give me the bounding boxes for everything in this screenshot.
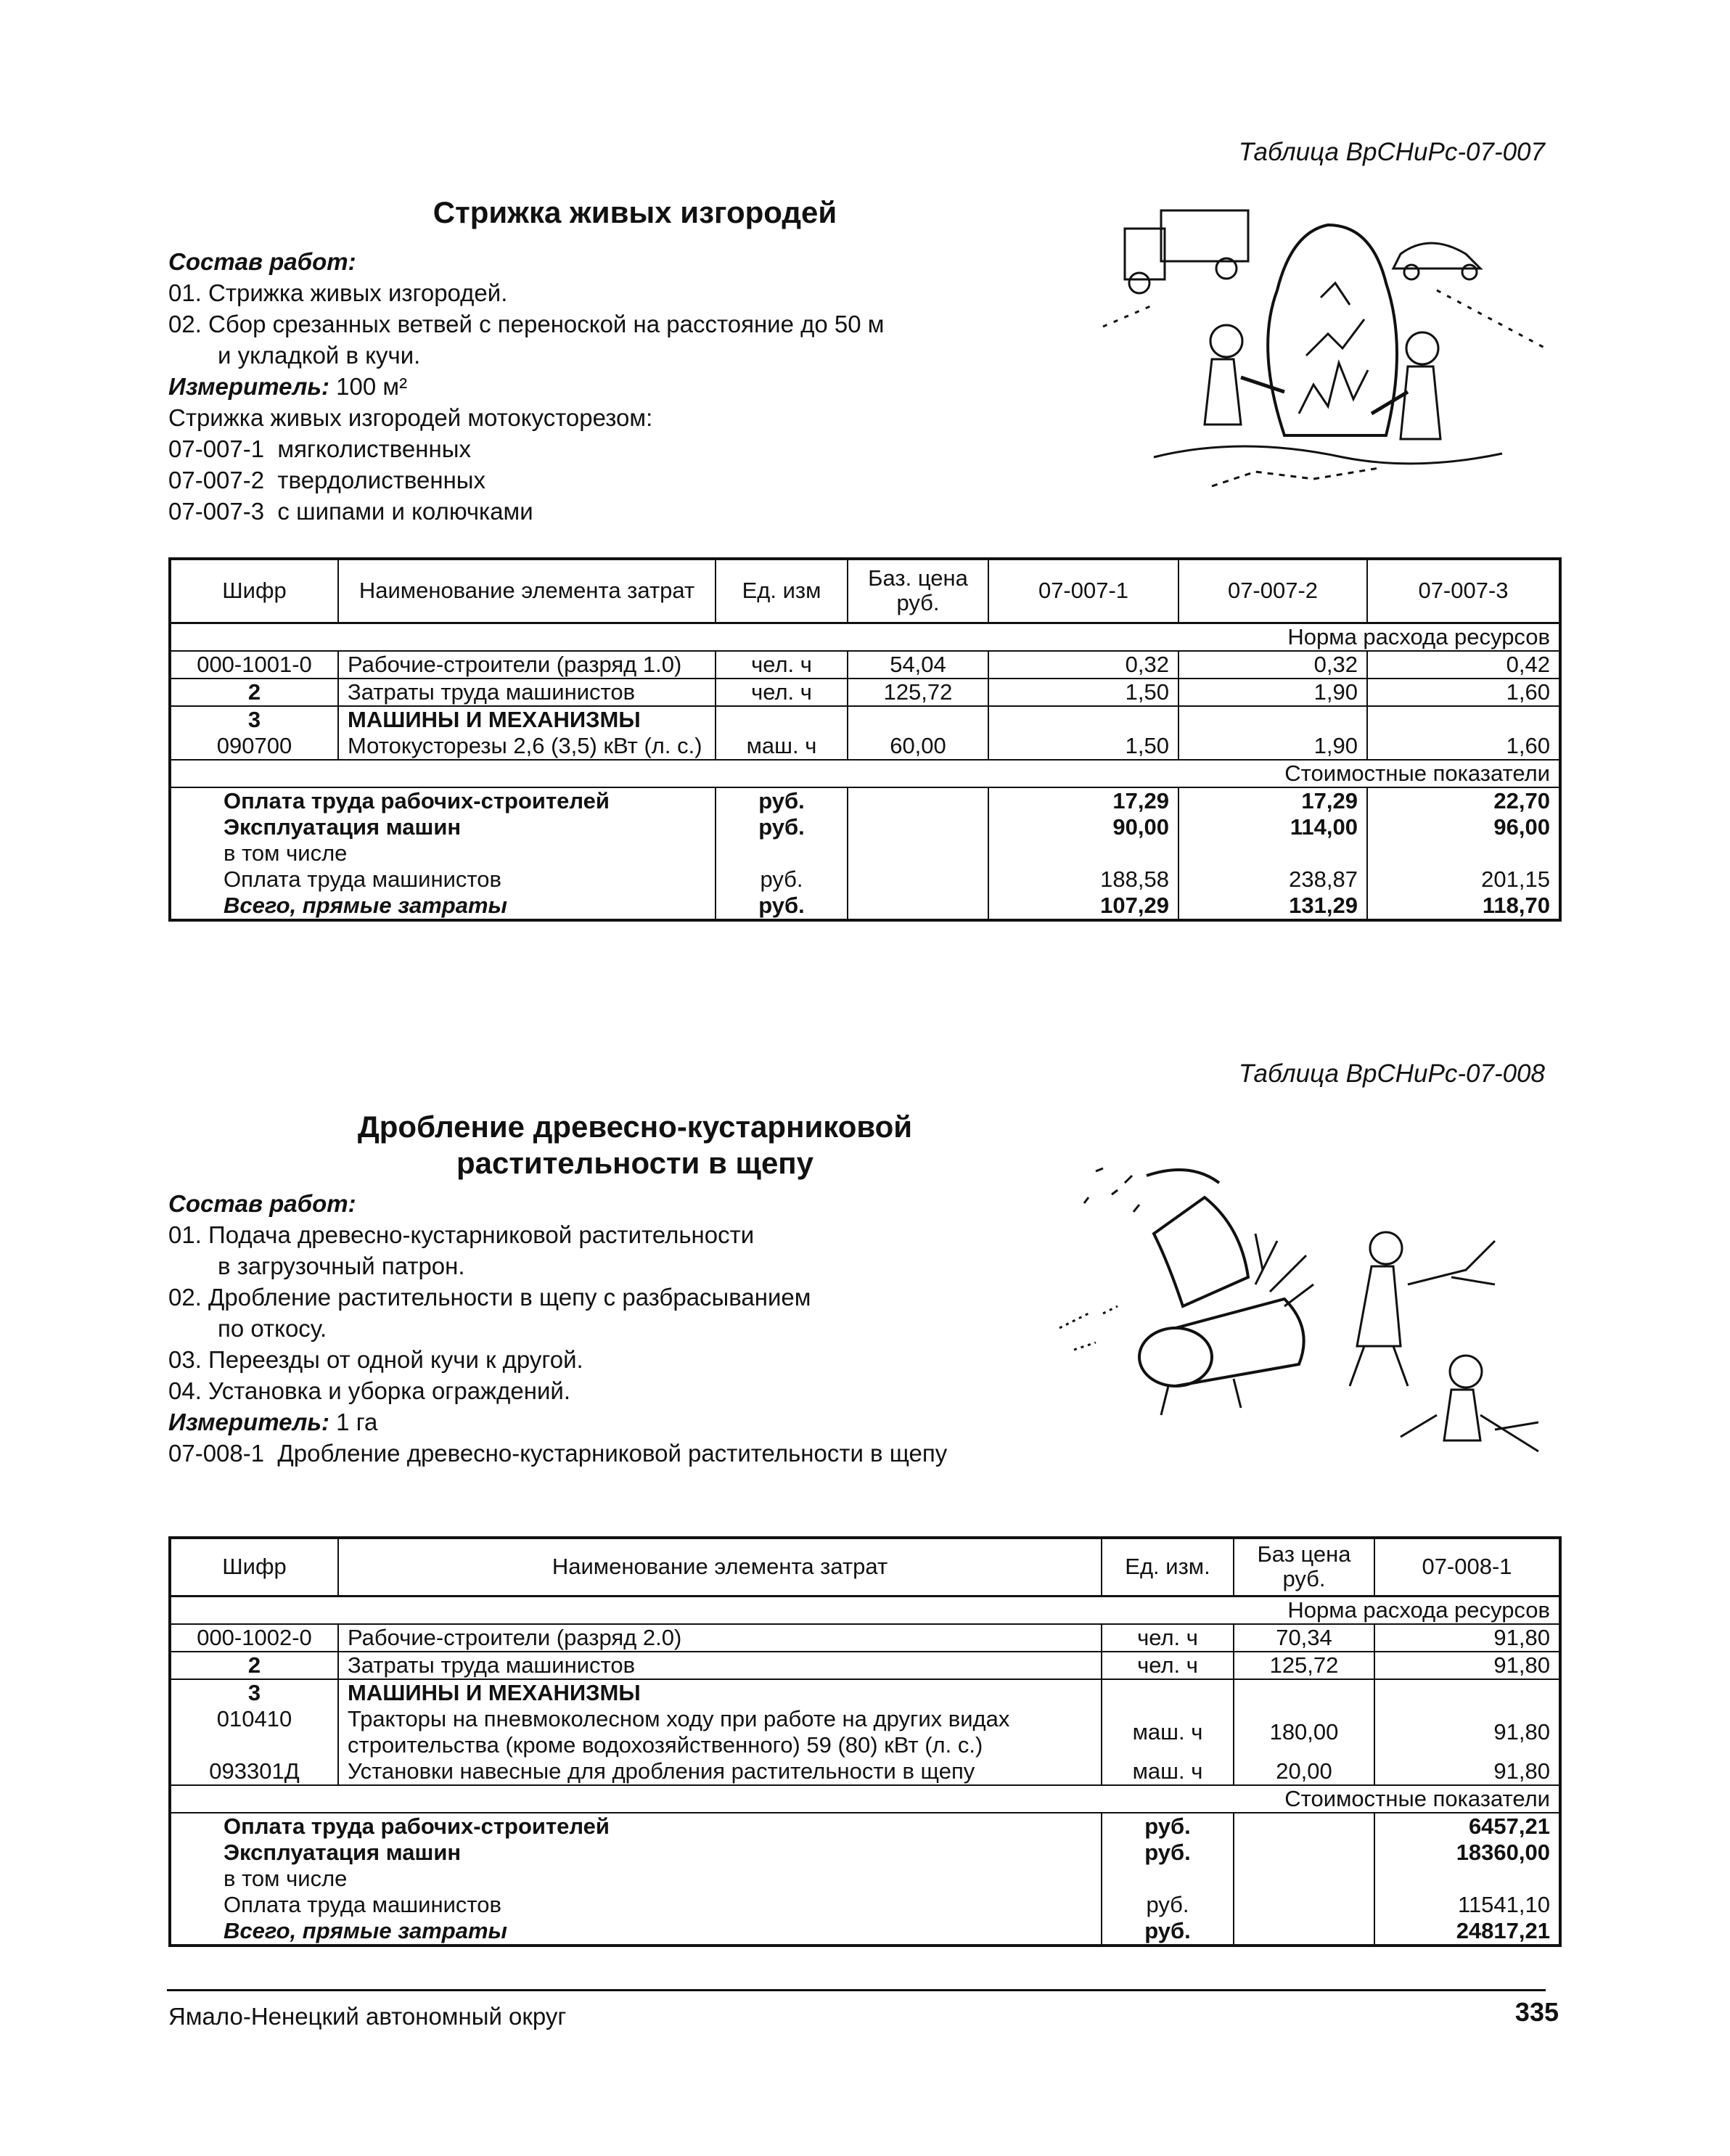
table-row <box>170 706 1560 733</box>
cost-value: 238,87 <box>1178 866 1367 893</box>
cost-name: Оплата труда машинистов <box>170 866 716 893</box>
resource-table-07-008 <box>168 1536 1562 1947</box>
cost-name: Оплата труда рабочих-строителей <box>170 787 716 814</box>
cell-name: Рабочие-строители (разряд 2.0) <box>338 1624 1102 1652</box>
cost-unit: руб. <box>716 814 848 840</box>
table-row <box>170 651 1560 679</box>
meter-label: Измеритель: <box>168 373 329 400</box>
truck-body <box>1161 210 1248 261</box>
cell-unit: маш. ч <box>1102 1706 1234 1758</box>
cell-unit: чел. ч <box>1102 1624 1234 1652</box>
cost-value: 96,00 <box>1367 814 1560 840</box>
cell-name: Мотокусторезы 2,6 (3,5) кВт (л. с.) <box>338 733 716 760</box>
cost-name: Эксплуатация машин <box>170 1840 1102 1866</box>
cost-name: Всего, прямые затраты <box>170 893 716 920</box>
cell-code: 3 <box>170 706 338 733</box>
cell-name: Затраты труда машинистов <box>338 679 716 706</box>
cell-value: 91,80 <box>1374 1652 1560 1679</box>
header-name: Наименование элемента затрат <box>338 559 716 623</box>
cell-value: 1,90 <box>1178 733 1367 760</box>
intro-line: Стрижка живых изгородей мотокусторезом: <box>168 404 653 431</box>
cell-name: Тракторы на пневмоколесном ходу при работе на других видах строительства (кроме водохозяйственного) 59 (80) кВт (л. с.) <box>338 1706 1102 1758</box>
cell-name: Рабочие-строители (разряд 1.0) <box>338 651 716 679</box>
cell-price: 54,04 <box>848 651 988 679</box>
cell-code: 090700 <box>170 733 338 760</box>
cell-value: 0,32 <box>1178 651 1367 679</box>
cost-name: Эксплуатация машин <box>170 814 716 840</box>
cost-unit: руб. <box>1102 1918 1234 1946</box>
meter-line <box>168 371 1039 402</box>
step-item: 01. Подача древесно-кустарниковой растительности <box>168 1221 755 1248</box>
cost-value: 90,00 <box>988 814 1178 840</box>
cost-unit: руб. <box>1102 1840 1234 1866</box>
cost-name: Оплата труда рабочих-строителей <box>170 1813 1102 1840</box>
step-item: 01. Стрижка живых изгородей. <box>168 279 508 306</box>
work-composition <box>168 246 1039 527</box>
cost-value: 22,70 <box>1367 787 1560 814</box>
cell-unit: чел. ч <box>716 651 848 679</box>
meter-value: 1 га <box>336 1409 378 1435</box>
header-name: Наименование элемента затрат <box>338 1538 1102 1596</box>
cell-name: МАШИНЫ И МЕХАНИЗМЫ <box>338 706 716 733</box>
cell-value: 91,80 <box>1374 1706 1560 1758</box>
cell-code: 2 <box>170 1652 338 1679</box>
cost-unit: руб. <box>716 866 848 893</box>
header-unit: Ед. изм <box>716 559 848 623</box>
cost-row <box>170 866 1560 893</box>
cost-section-label: Стоимостные показатели <box>170 760 1560 787</box>
resource-table-07-007 <box>168 557 1562 922</box>
cell-code: 3 <box>170 1679 338 1706</box>
cell-unit: чел. ч <box>1102 1652 1234 1679</box>
cost-unit: руб. <box>716 893 848 920</box>
cell-price: 60,00 <box>848 733 988 760</box>
cell-value: 1,50 <box>988 733 1178 760</box>
code-item: 07-008-1 Дробление древесно-кустарниковой растительности в щепу <box>168 1440 948 1467</box>
cost-name: в том числе <box>170 840 716 866</box>
cell-value: 1,60 <box>1367 679 1560 706</box>
header-col-1: 07-008-1 <box>1374 1538 1560 1596</box>
header-price: Баз. цена руб. <box>848 559 988 623</box>
cell-value: 1,90 <box>1178 679 1367 706</box>
cell-unit: маш. ч <box>1102 1758 1234 1785</box>
cost-row <box>170 1918 1560 1946</box>
cell-name: Затраты труда машинистов <box>338 1652 1102 1679</box>
cost-value: 118,70 <box>1367 893 1560 920</box>
cost-row <box>170 1892 1560 1918</box>
cost-value: 17,29 <box>988 787 1178 814</box>
table-row <box>170 1624 1560 1652</box>
step-item: 04. Установка и уборка ограждений. <box>168 1377 570 1404</box>
cell-code: 000-1002-0 <box>170 1624 338 1652</box>
cell-name: Установки навесные для дробления растительности в щепу <box>338 1758 1102 1785</box>
step-item: по откосу. <box>218 1315 327 1342</box>
header-code: Шифр <box>170 1538 338 1596</box>
cell-name: МАШИНЫ И МЕХАНИЗМЫ <box>338 1679 1102 1706</box>
cost-row <box>170 1813 1560 1840</box>
cost-unit: руб. <box>1102 1892 1234 1918</box>
footer-divider <box>167 1989 1546 1991</box>
cell-price: 125,72 <box>1234 1652 1374 1679</box>
truck-cab <box>1125 229 1165 279</box>
cost-section-label: Стоимостные показатели <box>170 1785 1560 1813</box>
cell-code: 010410 <box>170 1706 338 1758</box>
section-title <box>167 1109 1103 1182</box>
table-reference: Таблица ВрСНиРс-07-008 <box>1238 1059 1545 1088</box>
title-line: растительности в щепу <box>456 1146 814 1181</box>
cost-value: 17,29 <box>1178 787 1367 814</box>
cell-value: 0,32 <box>988 651 1178 679</box>
cost-value: 11541,10 <box>1374 1892 1560 1918</box>
cell-code: 093301Д <box>170 1758 338 1785</box>
cell-price: 125,72 <box>848 679 988 706</box>
step-item: 02. Сбор срезанных ветвей с переноской на расстояние до 50 м <box>168 311 885 337</box>
cost-value: 114,00 <box>1178 814 1367 840</box>
table-row <box>170 1758 1560 1785</box>
cost-row <box>170 840 1560 866</box>
step-item: в загрузочный патрон. <box>218 1253 465 1279</box>
code-item: 07-007-3 с шипами и колючками <box>168 498 533 525</box>
cost-unit: руб. <box>716 787 848 814</box>
header-col-2: 07-007-2 <box>1178 559 1367 623</box>
code-item: 07-007-2 твердолиственных <box>168 467 486 493</box>
table-reference: Таблица ВрСНиРс-07-007 <box>1238 138 1545 166</box>
cost-name: Оплата труда машинистов <box>170 1892 1102 1918</box>
cell-price: 20,00 <box>1234 1758 1374 1785</box>
cell-value: 1,50 <box>988 679 1178 706</box>
cell-unit: чел. ч <box>716 679 848 706</box>
table-row <box>170 1652 1560 1679</box>
cell-code: 2 <box>170 679 338 706</box>
cost-value: 107,29 <box>988 893 1178 920</box>
composition-label: Состав работ: <box>168 1190 356 1217</box>
work-composition <box>168 1188 1112 1469</box>
cost-name: в том числе <box>170 1866 1102 1892</box>
cell-value: 91,80 <box>1374 1758 1560 1785</box>
header-code: Шифр <box>170 559 338 623</box>
cost-value: 188,58 <box>988 866 1178 893</box>
cost-name: Всего, прямые затраты <box>170 1918 1102 1946</box>
cost-row <box>170 893 1560 920</box>
cost-unit: руб. <box>1102 1813 1234 1840</box>
table-row <box>170 679 1560 706</box>
cell-value: 91,80 <box>1374 1624 1560 1652</box>
footer-region: Ямало-Ненецкий автономный округ <box>168 2003 567 2030</box>
cell-value: 1,60 <box>1367 733 1560 760</box>
cost-row <box>170 1840 1560 1866</box>
hedge-trimming-illustration <box>1045 196 1567 501</box>
title-line: Дробление древесно-кустарниковой <box>357 1110 913 1144</box>
header-price: Баз цена руб. <box>1234 1538 1374 1596</box>
table-row <box>170 1706 1560 1758</box>
header-unit: Ед. изм. <box>1102 1538 1234 1596</box>
cost-value: 18360,00 <box>1374 1840 1560 1866</box>
page-number: 335 <box>1514 1997 1559 2027</box>
cost-value: 131,29 <box>1178 893 1367 920</box>
step-item: 02. Дробление растительности в щепу с разбрасыванием <box>168 1284 811 1311</box>
cell-code: 000-1001-0 <box>170 651 338 679</box>
step-item: 03. Переезды от одной кучи к другой. <box>168 1346 583 1373</box>
cell-unit: маш. ч <box>716 733 848 760</box>
cell-price: 70,34 <box>1234 1624 1374 1652</box>
step-item: и укладкой в кучи. <box>218 342 421 369</box>
header-col-1: 07-007-1 <box>988 559 1178 623</box>
norm-section-label: Норма расхода ресурсов <box>170 623 1560 651</box>
meter-line <box>168 1406 1112 1438</box>
norm-section-label: Норма расхода ресурсов <box>170 1596 1560 1624</box>
cost-row <box>170 787 1560 814</box>
table-row <box>170 733 1560 760</box>
cost-value: 201,15 <box>1367 866 1560 893</box>
header-col-3: 07-007-3 <box>1367 559 1560 623</box>
cost-value: 6457,21 <box>1374 1813 1560 1840</box>
cell-price: 180,00 <box>1234 1706 1374 1758</box>
composition-label: Состав работ: <box>168 248 356 275</box>
cost-row <box>170 1866 1560 1892</box>
cost-row <box>170 814 1560 840</box>
meter-label: Измеритель: <box>168 1409 329 1435</box>
cell-value: 0,42 <box>1367 651 1560 679</box>
section-title: Стрижка живых изгородей <box>432 195 837 229</box>
cost-value: 24817,21 <box>1374 1918 1560 1946</box>
wood-chipper-illustration <box>1045 1139 1567 1473</box>
code-item: 07-007-1 мягколиственных <box>168 435 471 462</box>
meter-value: 100 м² <box>336 373 408 400</box>
table-row <box>170 1679 1560 1706</box>
